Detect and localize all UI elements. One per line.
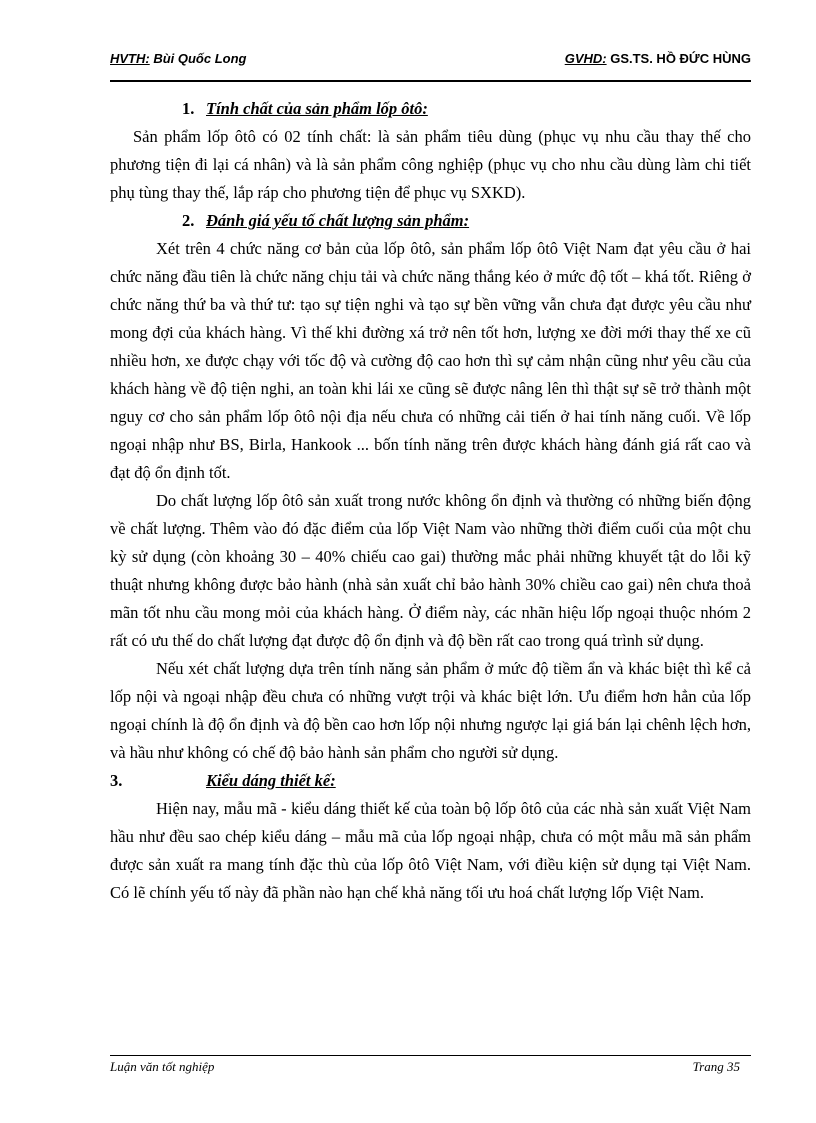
- footer-divider: [110, 1055, 751, 1056]
- page-header: [110, 51, 751, 71]
- page-number: Trang 35: [692, 1059, 740, 1074]
- student-info: [110, 51, 246, 66]
- header-divider: [110, 80, 751, 82]
- section-2-paragraph-3: Nếu xét chất lượng dựa trên tính năng sản phẩm ở mức độ tiềm ẩn và khác biệt thì kể cả lốp nội và ngoại nhập đều chưa có những vượt trội và khác biệt lớn. Ưu điểm hơn hẳn của lốp ngoại chính là độ ổn định và độ bền cao hơn lốp nội nhưng ngược lại giá bán lại chênh lệch hơn, và hầu như không có chế độ bảo hành sản phẩm cho người sử dụng.: [110, 659, 751, 762]
- advisor-name: GS.TS. HỒ ĐỨC HÙNG: [606, 51, 751, 66]
- section-2-paragraph-2: Do chất lượng lốp ôtô sản xuất trong nước không ổn định và thường có những biến động về chất lượng. Thêm vào đó đặc điểm của lốp Việt Nam vào những thời điểm cuối của một chu kỳ sử dụng (còn khoảng 30 – 40% chiếu cao gai) thường mắc phải những khuyết tật do lỗi kỹ thuật nhưng không được bảo hành (nhà sản xuất chỉ bảo hành 30% chiều cao gai) nên chưa thoả mãn tốt nhu cầu mong mỏi của khách hàng. Ở điểm này, các nhãn hiệu lốp ngoại thuộc nhóm 2 rất có ưu thế do chất lượng đạt được độ ổn định và độ bền rất cao trong quá trình sử dụng.: [110, 491, 751, 650]
- section-1-paragraph: Sản phẩm lốp ôtô có 02 tính chất: là sản phẩm tiêu dùng (phục vụ nhu cầu thay thế cho phương tiện đi lại cá nhân) và là sản phẩm công nghiệp (phục vụ cho nhu cầu dùng làm chi tiết phụ tùng thay thế, lắp ráp cho phương tiện để phục vụ SXKD).: [110, 127, 751, 202]
- section-2-title: Đánh giá yếu tố chất lượng sản phẩm:: [206, 211, 470, 230]
- section-2-heading: [110, 207, 751, 235]
- section-1-number: 1.: [182, 99, 195, 118]
- page-footer: [110, 1059, 740, 1077]
- page-body: [110, 95, 751, 907]
- section-2-number: 2.: [182, 211, 195, 230]
- section-3-number: 3.: [110, 771, 123, 790]
- section-1-title: Tính chất của sản phẩm lốp ôtô:: [206, 99, 428, 118]
- advisor-info: [565, 51, 751, 66]
- student-name: Bùi Quốc Long: [149, 51, 247, 66]
- section-1-heading: [110, 95, 751, 123]
- student-label: HVTH:: [110, 51, 150, 66]
- footer-thesis-label: Luận văn tốt nghiệp: [110, 1059, 215, 1074]
- section-3-paragraph: Hiện nay, mẫu mã - kiểu dáng thiết kế của toàn bộ lốp ôtô của các nhà sản xuất Việt Nam hầu như đều sao chép kiểu dáng – mẫu mã của lốp ngoại nhập, chưa có một mẫu mã sản phẩm được sản xuất ra mang tính đặc thù của lốp ôtô Việt Nam, với điều kiện sử dụng tại Việt Nam. Có lẽ chính yếu tố này đã phần nào hạn chế khả năng tối ưu hoá chất lượng lốp Việt Nam.: [110, 799, 751, 902]
- section-3-title: Kiểu dáng thiết kế:: [206, 771, 336, 790]
- advisor-label: GVHD:: [564, 51, 607, 66]
- section-3-heading: [110, 767, 751, 795]
- section-2-paragraph-1: Xét trên 4 chức năng cơ bản của lốp ôtô, sản phẩm lốp ôtô Việt Nam đạt yêu cầu ở hai chức năng đầu tiên là chức năng chịu tải và chức năng thắng kéo ở mức độ tốt – khá tốt. Riêng ở chức năng thứ ba và thứ tư: tạo sự tiện nghi và tạo sự bền vững vẫn chưa đạt được yêu cầu như mong đợi của khách hàng. Vì thế khi đường xá trở nên tốt hơn, lượng xe đời mới thay thế xe cũ nhiều hơn, xe được chạy với tốc độ và cường độ cao hơn thì sự cảm nhận cũng như yêu cầu của khách hàng về độ tiện nghi, an toàn khi lái xe cũng sẽ được nâng lên thì thật sự sẽ trở thành một nguy cơ cho sản phẩm lốp ôtô nội địa nếu chưa có những cải tiến ở hai tính năng cuối. Về lốp ngoại nhập như BS, Birla, Hankook ... bốn tính năng trên được khách hàng đánh giá rất cao và đạt độ ổn định tốt.: [110, 239, 751, 482]
